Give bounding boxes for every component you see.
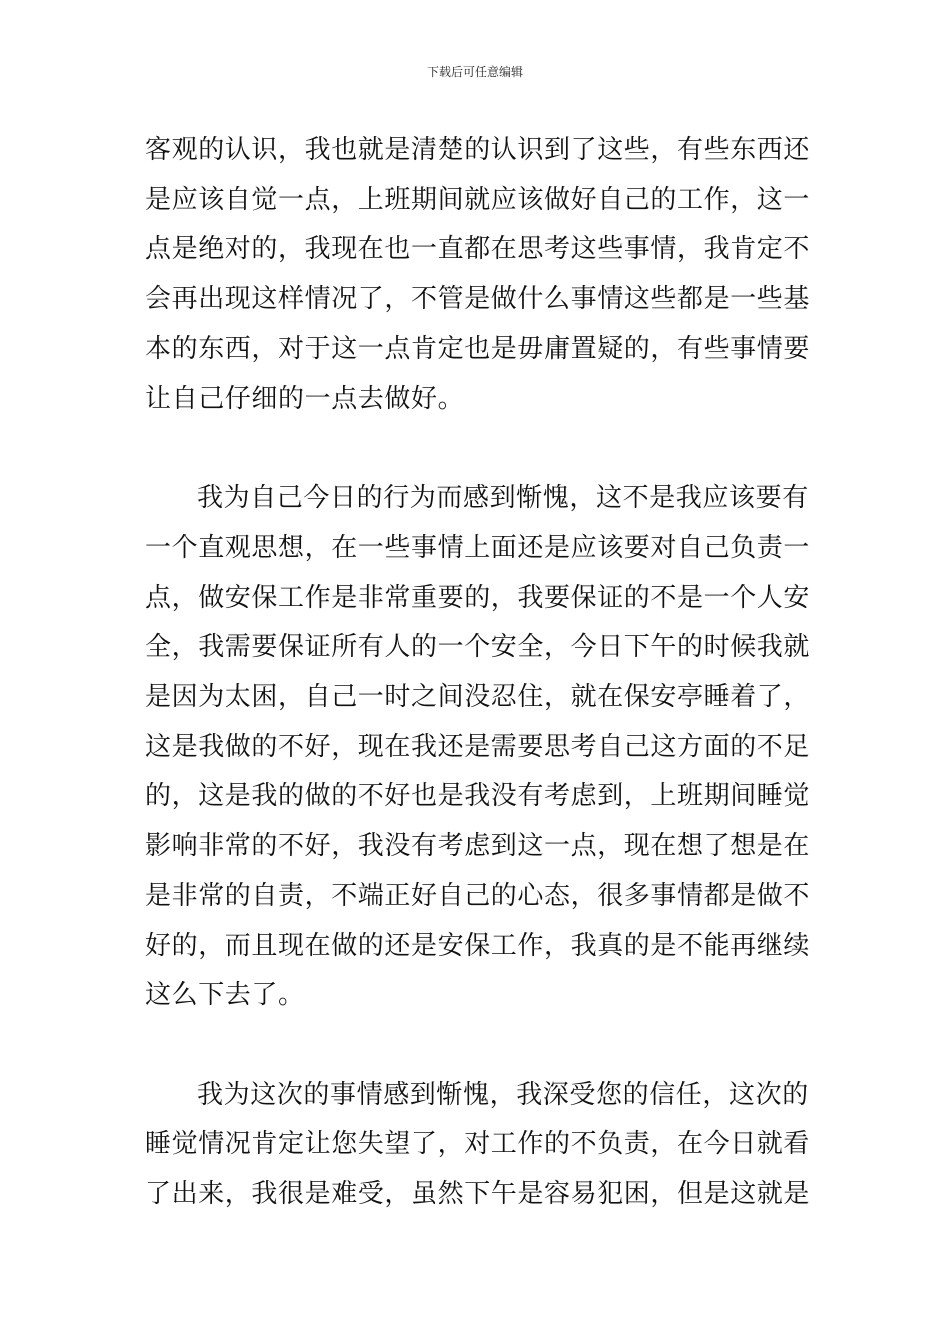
paragraph-2-line-8: 影响非常的不好，我没有考虑到这一点，现在想了想是在 (145, 831, 811, 861)
paragraph-2-line-9: 是非常的自责，不端正好自己的心态，很多事情都是做不 (145, 881, 811, 911)
paragraph-2-line-1: 我为自己今日的行为而感到惭愧，这不是我应该要有 (197, 483, 809, 513)
paragraph-1-line-5: 本的东西，对于这一点肯定也是毋庸置疑的，有些事情要 (145, 334, 811, 364)
paragraph-3-line-3: 了出来，我很是难受，虽然下午是容易犯困，但是这就是 (145, 1179, 811, 1209)
paragraph-2-line-5: 是因为太困，自己一时之间没忍住，就在保安亭睡着了， (145, 682, 811, 712)
paragraph-1-line-6: 让自己仔细的一点去做好。 (145, 384, 465, 414)
paragraph-3-line-2: 睡觉情况肯定让您失望了，对工作的不负责，在今日就看 (145, 1129, 811, 1159)
paragraph-2-line-6: 这是我做的不好，现在我还是需要思考自己这方面的不足 (145, 732, 811, 762)
paragraph-1-line-2: 是应该自觉一点，上班期间就应该做好自己的工作，这一 (145, 185, 811, 215)
paragraph-1-line-1: 客观的认识，我也就是清楚的认识到了这些，有些东西还 (145, 135, 811, 165)
paragraph-1-line-3: 点是绝对的，我现在也一直都在思考这些事情，我肯定不 (145, 234, 811, 264)
paragraph-2-line-3: 点，做安保工作是非常重要的，我要保证的不是一个人安 (145, 583, 811, 613)
paragraph-2-line-11: 这么下去了。 (145, 980, 305, 1010)
paragraph-3-line-1: 我为这次的事情感到惭愧，我深受您的信任，这次的 (197, 1080, 809, 1110)
page-header: 下载后可任意编辑 (426, 65, 523, 79)
paragraph-2-line-2: 一个直观思想，在一些事情上面还是应该要对自己负责一 (145, 533, 811, 563)
paragraph-2-line-7: 的，这是我的做的不好也是我没有考虑到，上班期间睡觉 (145, 781, 811, 811)
paragraph-2-line-10: 好的，而且现在做的还是安保工作，我真的是不能再继续 (145, 931, 811, 961)
paragraph-1-line-4: 会再出现这样情况了，不管是做什么事情这些都是一些基 (145, 284, 811, 314)
paragraph-2-line-4: 全，我需要保证所有人的一个安全，今日下午的时候我就 (145, 632, 811, 662)
